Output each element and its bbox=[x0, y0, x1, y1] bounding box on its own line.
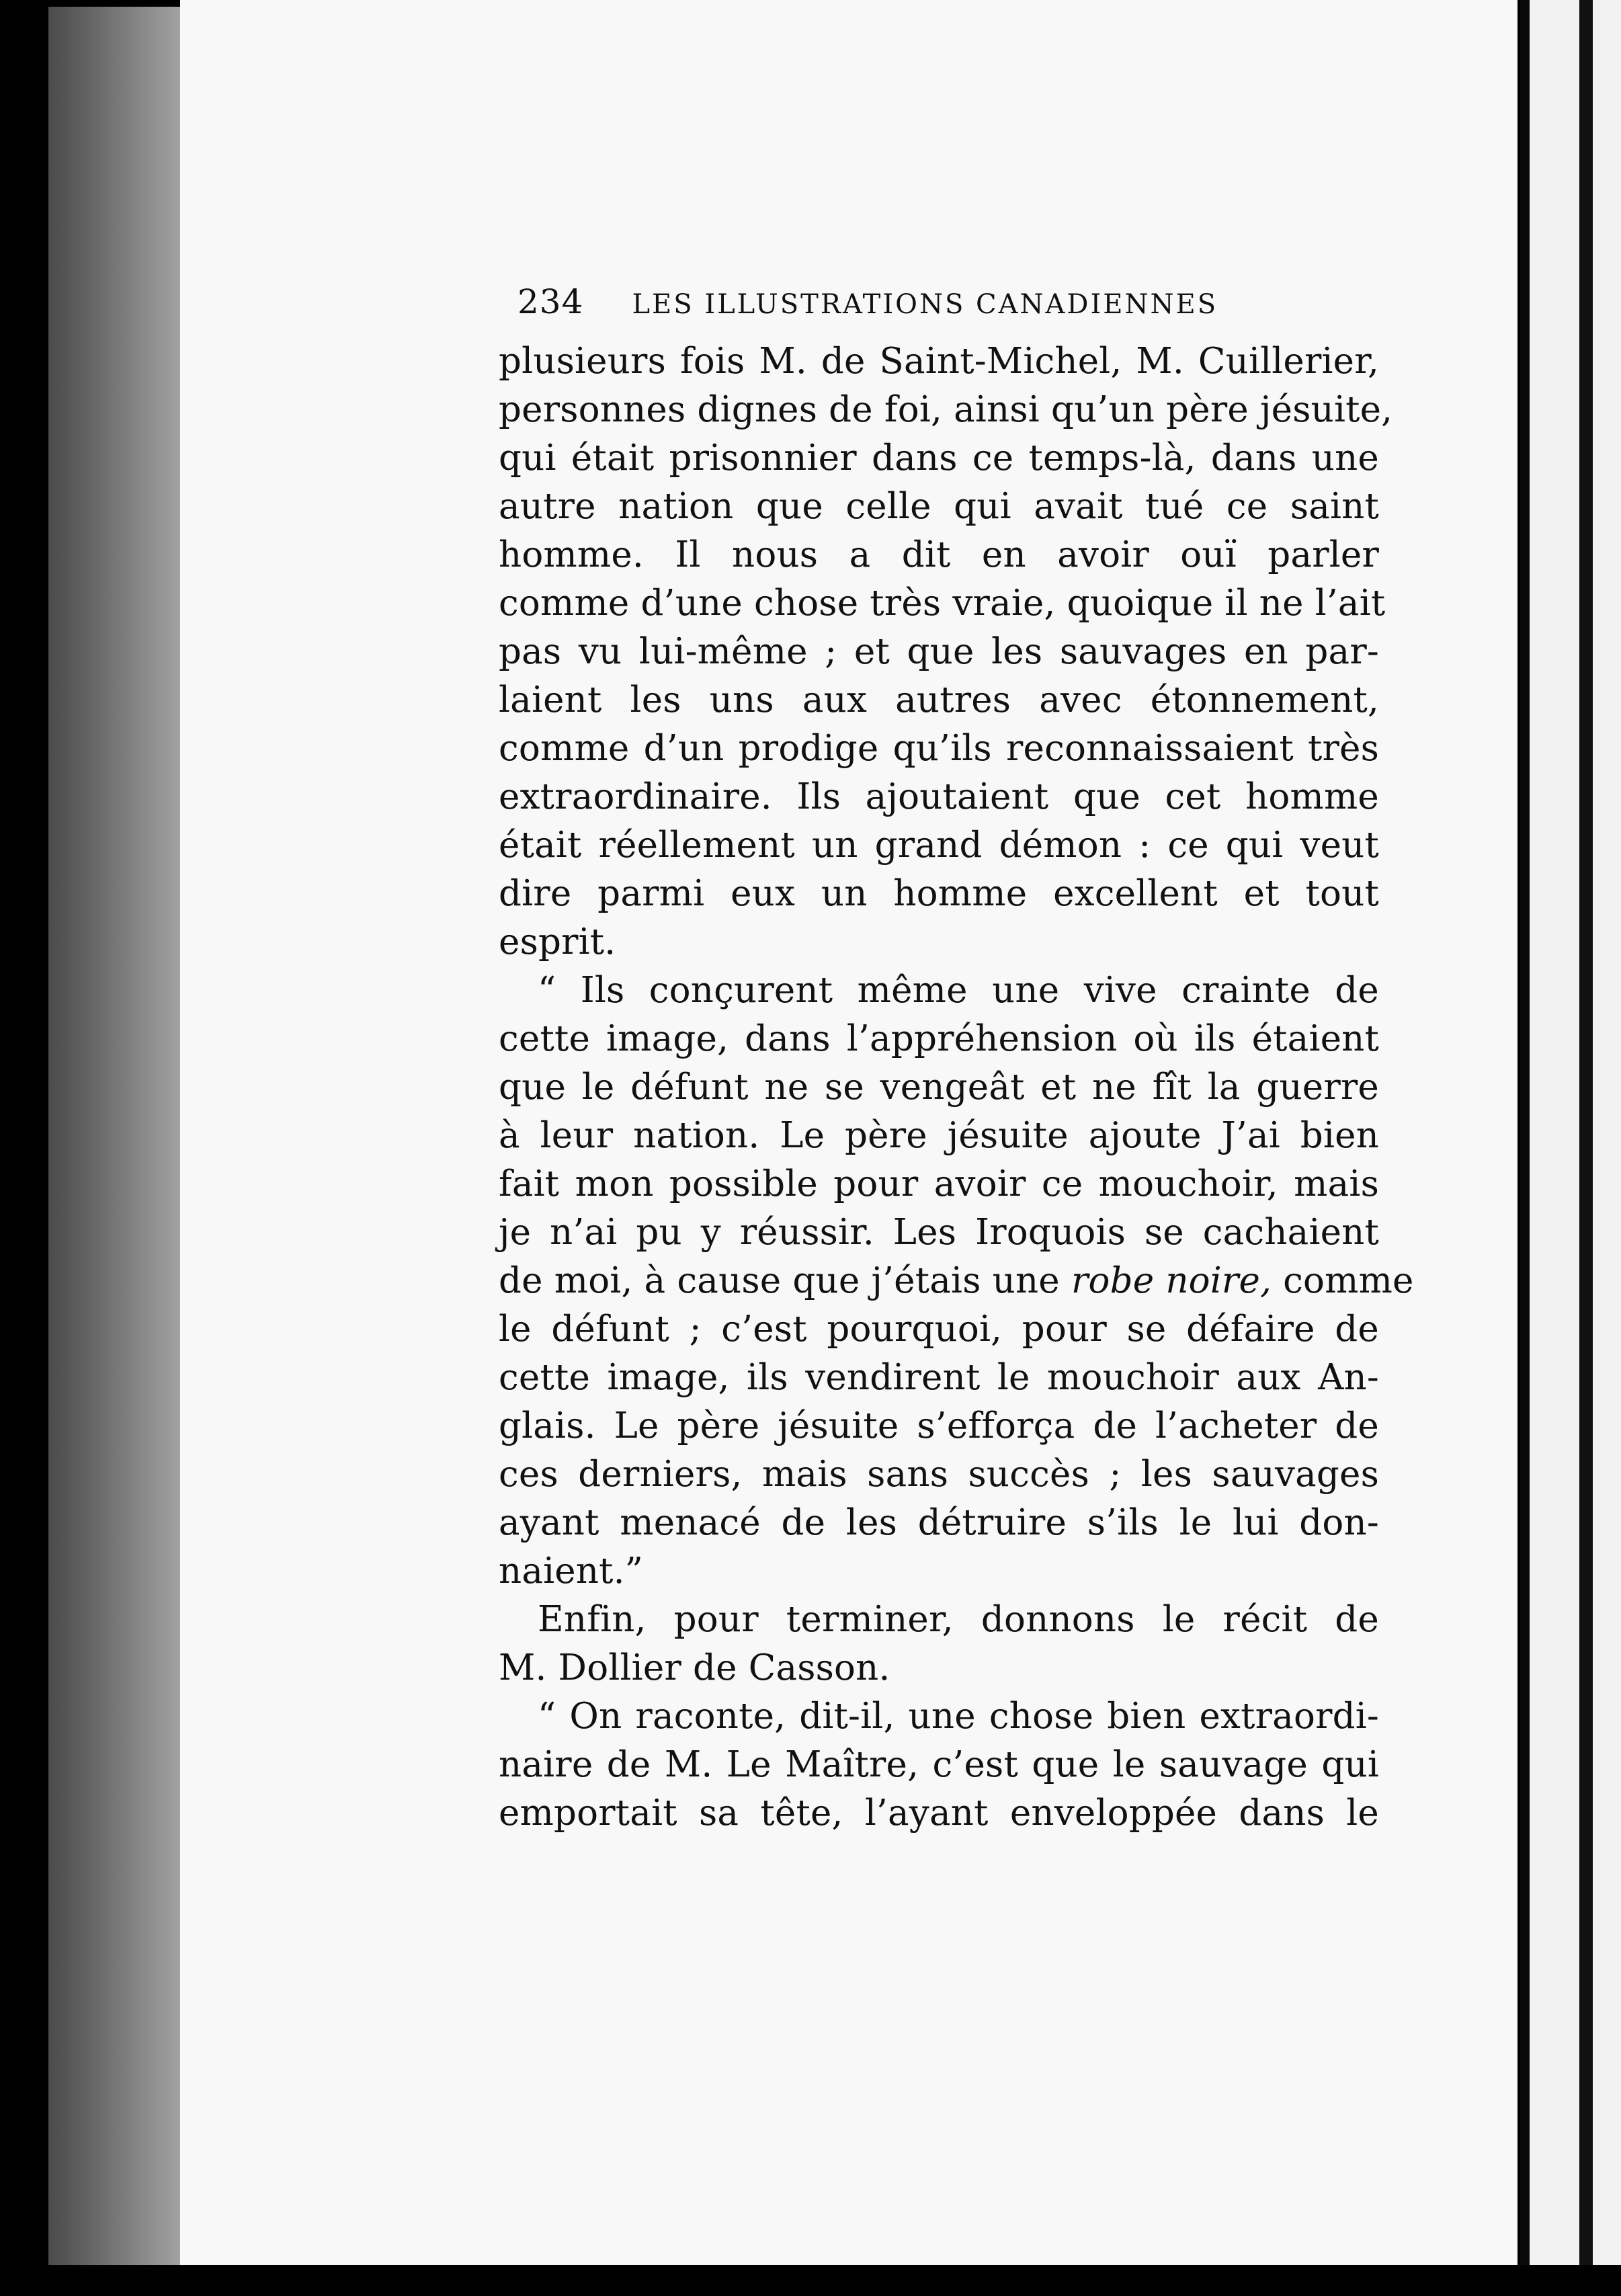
text-segment: de moi, à cause que j’étais une bbox=[499, 1260, 1060, 1301]
page-text-block bbox=[499, 282, 1414, 1838]
text-line: laient les uns aux autres avec étonnement, bbox=[499, 680, 1379, 721]
text-line: “ On raconte, dit-il, une chose bien extraordi- bbox=[538, 1696, 1379, 1737]
text-line: naient.” bbox=[499, 1551, 644, 1592]
text-line: ayant menacé de les détruire s’ils le lui don- bbox=[499, 1502, 1379, 1543]
text-line: autre nation que celle qui avait tué ce saint bbox=[499, 486, 1379, 527]
text-line: naire de M. Le Maître, c’est que le sauvage qui bbox=[499, 1744, 1379, 1785]
running-head-title: LES ILLUSTRATIONS CANADIENNES bbox=[632, 289, 1218, 320]
facing-page-gutter bbox=[1579, 0, 1593, 2265]
text-line: ces derniers, mais sans succès ; les sauvages bbox=[499, 1454, 1379, 1495]
text-line: à leur nation. Le père jésuite ajoute J’ai bien bbox=[499, 1115, 1379, 1156]
text-line: comme d’une chose très vraie, quoique il ne l’ait bbox=[499, 583, 1386, 624]
text-line: le défunt ; c’est pourquoi, pour se défaire de bbox=[499, 1309, 1379, 1350]
running-head bbox=[499, 282, 1379, 323]
text-line: emportait sa tête, l’ayant enveloppée dans le bbox=[499, 1793, 1379, 1834]
text-line: “ Ils conçurent même une vive crainte de bbox=[538, 970, 1379, 1011]
book-spine-shadow bbox=[48, 7, 190, 2272]
text-line: pas vu lui-même ; et que les sauvages en par- bbox=[499, 631, 1379, 672]
text-line: cette image, ils vendirent le mouchoir aux An- bbox=[499, 1357, 1379, 1398]
italic-phrase: robe noire, bbox=[1071, 1260, 1272, 1301]
scan-bottom-border bbox=[0, 2265, 1621, 2296]
text-line-with-italic bbox=[499, 1257, 1414, 1305]
text-line: que le défunt ne se vengeât et ne fît la guerre bbox=[499, 1067, 1379, 1108]
text-line: Enfin, pour terminer, donnons le récit de bbox=[538, 1599, 1379, 1640]
text-line: glais. Le père jésuite s’efforça de l’acheter de bbox=[499, 1405, 1379, 1446]
text-line: était réellement un grand démon : ce qui veut bbox=[499, 825, 1379, 866]
text-line: cette image, dans l’appréhension où ils étaient bbox=[499, 1018, 1379, 1059]
page-number: 234 bbox=[517, 282, 584, 321]
text-line: esprit. bbox=[499, 921, 616, 962]
text-line: M. Dollier de Casson. bbox=[499, 1647, 890, 1688]
text-line: plusieurs fois M. de Saint-Michel, M. Cuillerier, bbox=[499, 341, 1379, 382]
page-edge-shadow bbox=[1520, 0, 1530, 2272]
text-line: dire parmi eux un homme excellent et tout bbox=[499, 873, 1379, 914]
facing-page-strip bbox=[1530, 0, 1621, 2265]
text-line: extraordinaire. Ils ajoutaient que cet homme bbox=[499, 776, 1379, 817]
text-segment: comme bbox=[1272, 1260, 1414, 1301]
text-line: fait mon possible pour avoir ce mouchoir, mais bbox=[499, 1163, 1379, 1204]
text-line: comme d’un prodige qu’ils reconnaissaient très bbox=[499, 728, 1379, 769]
text-line: personnes dignes de foi, ainsi qu’un père jésuite, bbox=[499, 389, 1393, 430]
text-line: je n’ai pu y réussir. Les Iroquois se cachaient bbox=[499, 1212, 1379, 1253]
text-line: qui était prisonnier dans ce temps-là, dans une bbox=[499, 438, 1379, 479]
text-line: homme. Il nous a dit en avoir ouï parler bbox=[499, 534, 1379, 575]
